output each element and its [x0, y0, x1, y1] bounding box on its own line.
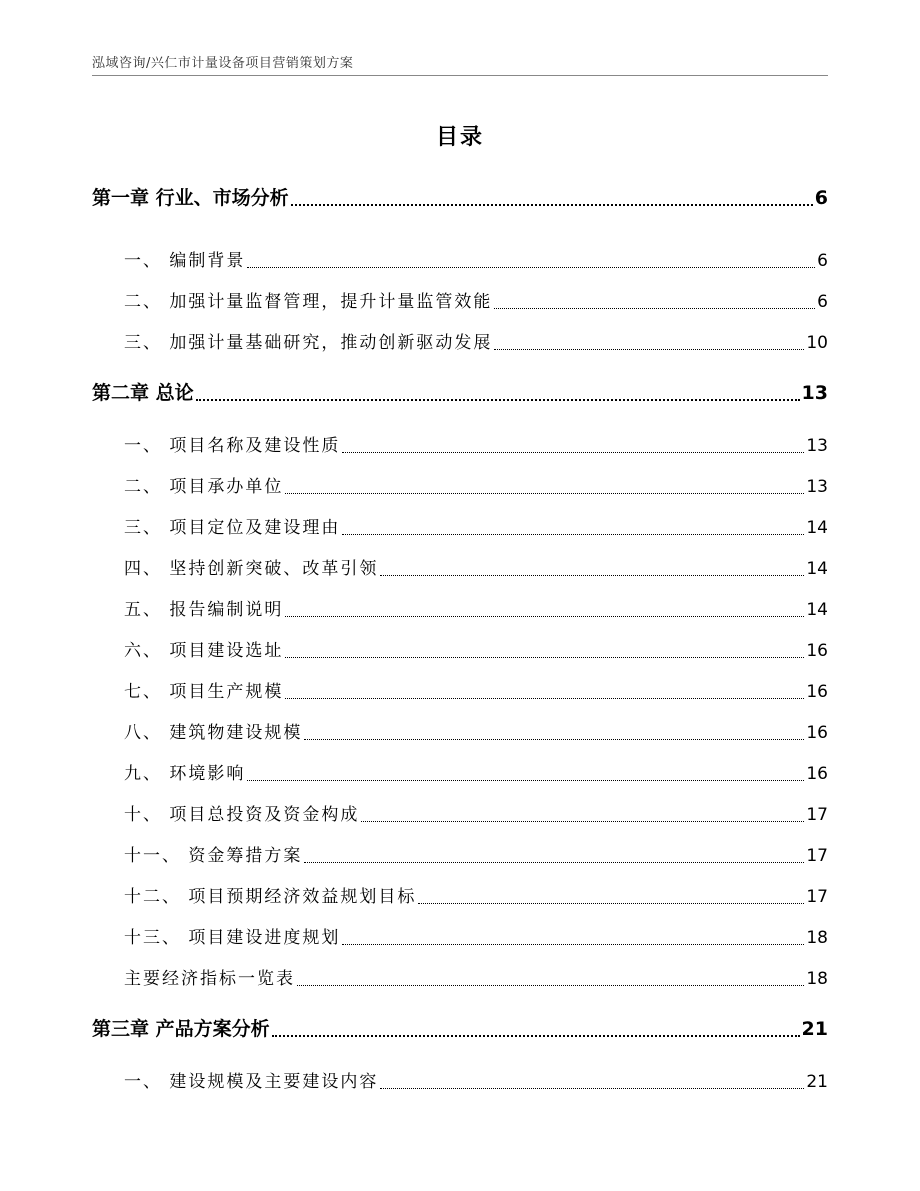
toc-entry-label: 五、 报告编制说明: [124, 600, 284, 620]
toc-section-entry[interactable]: [124, 513, 828, 538]
toc-section-entry[interactable]: [124, 328, 828, 353]
toc-page-number: 21: [801, 1018, 828, 1040]
toc-section-entry[interactable]: [124, 841, 828, 866]
toc-leader-dots: [418, 886, 804, 904]
toc-leader-dots: [291, 185, 813, 206]
toc-leader-dots: [304, 722, 804, 740]
toc-entry-label: 一、 项目名称及建设性质: [124, 436, 341, 456]
toc-leader-dots: [380, 1071, 804, 1089]
toc-leader-dots: [297, 968, 804, 986]
toc-page-number: 18: [806, 969, 828, 989]
toc-section-entry[interactable]: [124, 636, 828, 661]
toc-leader-dots: [304, 845, 804, 863]
toc-page-number: 6: [814, 187, 828, 209]
toc-page-number: 18: [806, 928, 828, 948]
toc-page-number: 16: [806, 682, 828, 702]
toc-section-entry[interactable]: [124, 595, 828, 620]
toc-page-number: 6: [817, 292, 828, 312]
toc-leader-dots: [285, 681, 804, 699]
toc-section-entry[interactable]: [124, 882, 828, 907]
toc-leader-dots: [342, 517, 804, 535]
toc-entry-label: 三、 项目定位及建设理由: [124, 518, 341, 538]
page-title: 目录: [435, 125, 484, 150]
toc-entry-label: 四、 坚持创新突破、改革引领: [124, 559, 379, 579]
toc-page-number: 14: [806, 559, 828, 579]
running-header: 泓域咨询/兴仁市计量设备项目营销策划方案: [92, 56, 354, 71]
toc-page-number: 13: [806, 436, 828, 456]
toc-section-entry[interactable]: [124, 431, 828, 456]
toc-page-number: 13: [801, 382, 828, 404]
toc-leader-dots: [247, 763, 804, 781]
toc-entry-label: 一、 建设规模及主要建设内容: [124, 1072, 379, 1092]
toc-leader-dots: [361, 804, 804, 822]
header-divider: [92, 75, 828, 76]
toc-entry-label: 二、 项目承办单位: [124, 477, 284, 497]
toc-entry-label: 七、 项目生产规模: [124, 682, 284, 702]
toc-entry-label: 十、 项目总投资及资金构成: [124, 805, 360, 825]
toc-section-entry[interactable]: [124, 1067, 828, 1092]
toc-entry-label: 三、 加强计量基础研究，推动创新驱动发展: [124, 333, 493, 353]
toc-page-number: 14: [806, 518, 828, 538]
toc-section-entry[interactable]: [124, 246, 828, 271]
toc-leader-dots: [342, 927, 804, 945]
toc-page-number: 16: [806, 641, 828, 661]
toc-entry-label: 第二章 总论: [92, 382, 194, 404]
toc-leader-dots: [247, 250, 815, 268]
toc-section-entry[interactable]: [124, 554, 828, 579]
toc-section-entry[interactable]: [124, 800, 828, 825]
toc-leader-dots: [380, 558, 804, 576]
toc-page-number: 14: [806, 600, 828, 620]
toc-chapter-entry[interactable]: [92, 378, 828, 405]
toc-page-number: 17: [806, 805, 828, 825]
toc-entry-label: 八、 建筑物建设规模: [124, 723, 303, 743]
toc-entry-label: 主要经济指标一览表: [124, 969, 295, 989]
toc-entry-label: 二、 加强计量监督管理，提升计量监管效能: [124, 292, 493, 312]
toc-section-entry[interactable]: [124, 759, 828, 784]
toc-entry-label: 第三章 产品方案分析: [92, 1018, 270, 1040]
toc-page-number: 21: [806, 1072, 828, 1092]
toc-leader-dots: [285, 640, 804, 658]
toc-chapter-entry[interactable]: [92, 183, 828, 210]
toc-leader-dots: [285, 599, 804, 617]
toc-entry-label: 一、 编制背景: [124, 251, 246, 271]
toc-leader-dots: [494, 332, 804, 350]
toc-page-number: 17: [806, 887, 828, 907]
toc-page-number: 10: [806, 333, 828, 353]
toc-entry-label: 十三、 项目建设进度规划: [124, 928, 341, 948]
toc-entry-label: 六、 项目建设选址: [124, 641, 284, 661]
toc-page-number: 16: [806, 764, 828, 784]
toc-section-entry[interactable]: [124, 287, 828, 312]
toc-entry-label: 十一、 资金筹措方案: [124, 846, 303, 866]
toc-entry-label: 十二、 项目预期经济效益规划目标: [124, 887, 417, 907]
toc-page-number: 13: [806, 477, 828, 497]
toc-entry-label: 九、 环境影响: [124, 764, 246, 784]
toc-page-number: 6: [817, 251, 828, 271]
toc-entry-label: 第一章 行业、市场分析: [92, 187, 289, 209]
toc-leader-dots: [196, 380, 800, 401]
toc-leader-dots: [342, 435, 804, 453]
toc-section-entry[interactable]: [124, 718, 828, 743]
toc-page-number: 16: [806, 723, 828, 743]
toc-page-number: 17: [806, 846, 828, 866]
toc-chapter-entry[interactable]: [92, 1014, 828, 1041]
toc-leader-dots: [285, 476, 804, 494]
toc-leader-dots: [272, 1016, 800, 1037]
toc-leader-dots: [494, 291, 815, 309]
toc-section-entry[interactable]: [124, 677, 828, 702]
toc-section-entry[interactable]: [124, 923, 828, 948]
toc-section-entry[interactable]: [124, 964, 828, 989]
toc-section-entry[interactable]: [124, 472, 828, 497]
